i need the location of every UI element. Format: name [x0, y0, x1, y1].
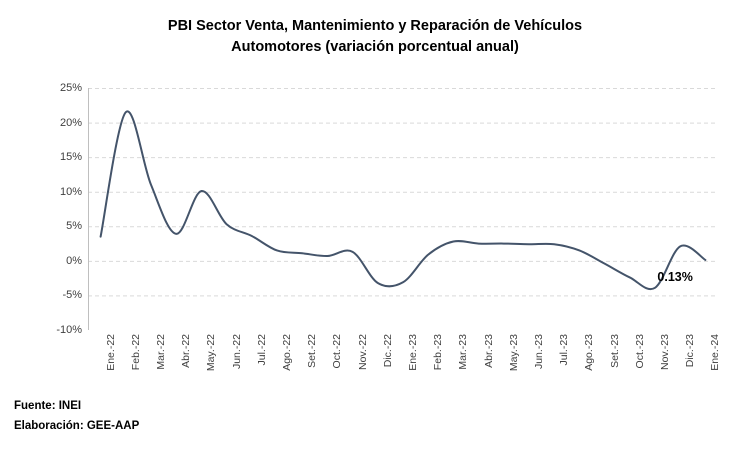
x-axis-tick-label: May.-22: [205, 334, 218, 372]
x-axis-tick-label: Ago.-22: [281, 334, 293, 371]
x-axis-tick-label: May.-23: [507, 334, 520, 372]
x-axis-tick-label: Ene.-22: [104, 334, 117, 371]
x-axis-tick-label: Dic.-23: [684, 334, 697, 368]
chart-title: [60, 16, 690, 58]
x-axis-tick-label: Set.-22: [306, 334, 319, 368]
x-axis-tick-label: Ene.-24: [709, 334, 722, 371]
y-axis-tick-label: 25%: [59, 82, 82, 94]
x-axis-tick-label: Ago.-23: [583, 334, 596, 371]
y-axis-tick-label: 5%: [66, 220, 82, 233]
x-axis-tick-label: Jul.-22: [255, 334, 268, 366]
y-axis-tick-label: 10%: [59, 185, 82, 198]
x-axis-tick-label: Dic.-22: [381, 334, 394, 368]
y-axis-tick-label: -5%: [62, 289, 82, 302]
value-annotation-label: 0.13%: [657, 269, 693, 284]
line-chart-svg: [88, 88, 718, 330]
x-axis-tick-label: Oct.-22: [331, 334, 344, 369]
x-axis-tick-label: Set.-23: [608, 334, 621, 368]
plot-area: [88, 88, 718, 330]
y-axis-tick-label: 20%: [59, 116, 82, 129]
x-axis-tick-label: Ene.-23: [407, 334, 419, 371]
x-axis-tick-label: Nov.-23: [659, 334, 671, 370]
y-axis-tick-labels: [36, 82, 82, 336]
data-line-series: [101, 111, 706, 289]
x-axis-tick-labels: [88, 334, 722, 414]
y-axis-tick-label: 15%: [59, 151, 82, 164]
chart-title-line-1: PBI Sector Venta, Mantenimiento y Reparación de Vehículos: [167, 18, 583, 34]
x-axis-tick-label: Oct.-23: [633, 334, 646, 369]
x-axis-tick-label: Jul.-23: [558, 334, 571, 366]
y-axis-tick-label: 0%: [66, 254, 82, 267]
footer-elaboration: Elaboración: GEE-AAP: [14, 419, 140, 432]
x-axis-tick-label: Nov.-22: [356, 334, 369, 370]
x-axis-tick-label: Feb.-23: [432, 334, 445, 371]
footer-source: Fuente: INEI: [14, 399, 82, 412]
chart-footer: [14, 396, 139, 436]
x-axis-tick-label: Mar.-23: [457, 334, 470, 370]
x-axis-tick-label: Abr.-22: [180, 334, 193, 368]
y-axis-tick-label: -10%: [56, 324, 82, 336]
x-axis-tick-label: Feb.-22: [129, 334, 142, 371]
x-axis-tick-label: Abr.-23: [482, 334, 495, 368]
x-axis-tick-label: Mar.-22: [155, 334, 167, 370]
x-axis-tick-label: Jun.-22: [230, 334, 243, 370]
chart-title-line-2: Automotores (variación porcentual anual): [231, 39, 519, 56]
x-axis-tick-label: Jun.-23: [533, 334, 545, 370]
